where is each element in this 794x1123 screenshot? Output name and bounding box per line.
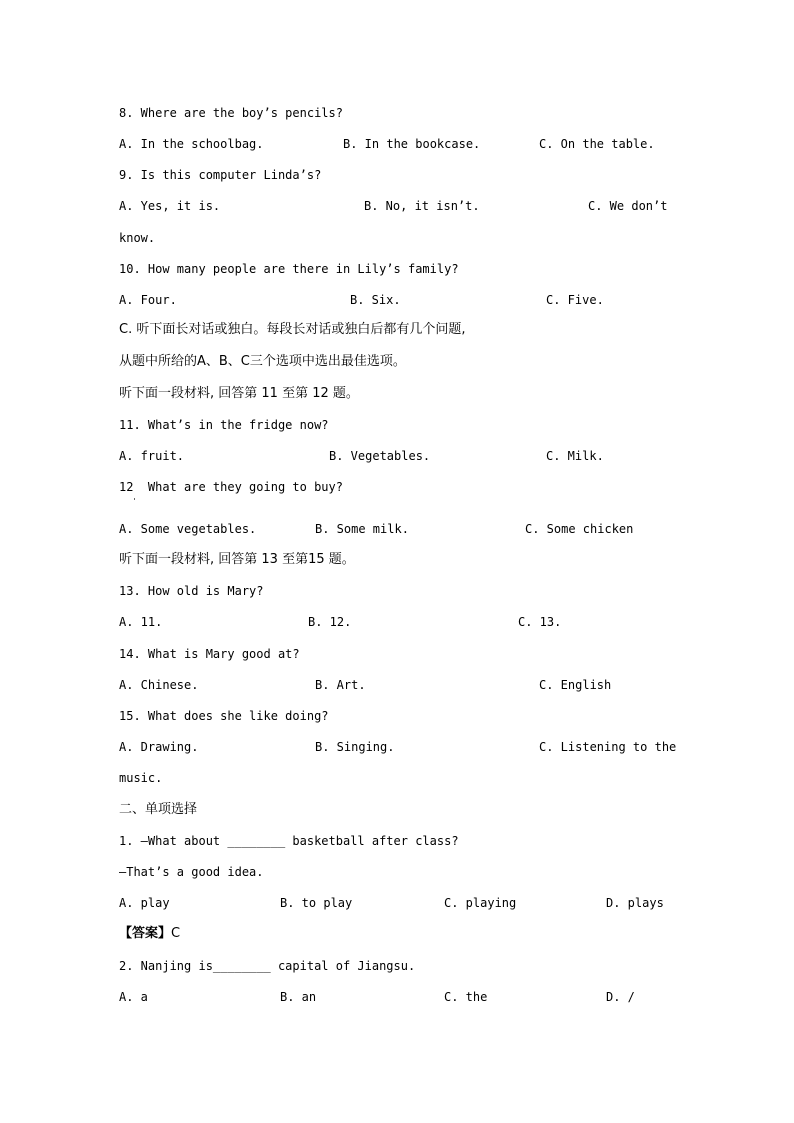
stray-mark [134, 498, 135, 500]
instruction-13-15: 听下面一段材料, 回答第 13 至第15 题。 [119, 552, 355, 567]
question-11: 11. What’s in the fridge now? [119, 418, 329, 432]
question-15: 15. What does she like doing? [119, 709, 329, 723]
mc-question-2: 2. Nanjing is________ capital of Jiangsu. [119, 959, 416, 973]
q15-option-a: A. Drawing. [119, 740, 199, 754]
mc2-option-d: D. / [606, 990, 635, 1004]
q13-option-a: A. 11. [119, 615, 163, 629]
q11-option-b: B. Vegetables. [329, 449, 431, 463]
q14-option-c: C. English [539, 678, 612, 692]
q8-option-c: C. On the table. [539, 137, 655, 151]
q15-option-c: C. Listening to the [539, 740, 677, 754]
question-12: 12 What are they going to buy? [119, 480, 343, 494]
q11-option-c: C. Milk. [546, 449, 604, 463]
q15-option-c-continued: music. [119, 771, 163, 785]
question-14: 14. What is Mary good at? [119, 647, 300, 661]
q10-option-c: C. Five. [546, 293, 604, 307]
question-10: 10. How many people are there in Lily’s family? [119, 262, 459, 276]
q12-option-a: A. Some vegetables. [119, 522, 257, 536]
q9-option-a: A. Yes, it is. [119, 199, 221, 213]
instruction-11-12: 听下面一段材料, 回答第 11 至第 12 题。 [119, 386, 359, 401]
mc2-option-b: B. an [280, 990, 317, 1004]
q12-option-c: C. Some chicken [525, 522, 634, 536]
q10-option-a: A. Four. [119, 293, 177, 307]
mc1-reply: —That’s a good idea. [119, 865, 264, 879]
q9-option-c: C. We don’t [588, 199, 668, 213]
q10-option-b: B. Six. [350, 293, 401, 307]
section-c-instruction-line-2: 从题中所给的A、B、C三个选项中选出最佳选项。 [119, 354, 406, 369]
section-c-instruction-line-1: C. 听下面长对话或独白。每段长对话或独白后都有几个问题, [119, 322, 466, 337]
q8-option-a: A. In the schoolbag. [119, 137, 264, 151]
q14-option-b: B. Art. [315, 678, 366, 692]
mc1-option-c: C. playing [444, 896, 517, 910]
section-2-title: 二、单项选择 [119, 802, 198, 817]
q11-option-a: A. fruit. [119, 449, 185, 463]
mc2-option-c: C. the [444, 990, 488, 1004]
mc2-option-a: A. a [119, 990, 148, 1004]
question-9: 9. Is this computer Linda’s? [119, 168, 322, 182]
q15-option-b: B. Singing. [315, 740, 395, 754]
q9-option-c-continued: know. [119, 231, 156, 245]
q8-option-b: B. In the bookcase. [343, 137, 481, 151]
question-13: 13. How old is Mary? [119, 584, 264, 598]
mc1-option-b: B. to play [280, 896, 353, 910]
question-8: 8. Where are the boy’s pencils? [119, 106, 343, 120]
q13-option-b: B. 12. [308, 615, 352, 629]
q14-option-a: A. Chinese. [119, 678, 199, 692]
answer-value: C [171, 926, 181, 941]
q9-option-b: B. No, it isn’t. [364, 199, 480, 213]
q12-option-b: B. Some milk. [315, 522, 409, 536]
mc1-option-d: D. plays [606, 896, 664, 910]
mc1-option-a: A. play [119, 896, 170, 910]
mc-question-1: 1. —What about ________ basketball after class? [119, 834, 459, 848]
q13-option-c: C. 13. [518, 615, 562, 629]
mc1-answer [119, 925, 180, 942]
answer-label: 【答案】 [119, 926, 172, 941]
